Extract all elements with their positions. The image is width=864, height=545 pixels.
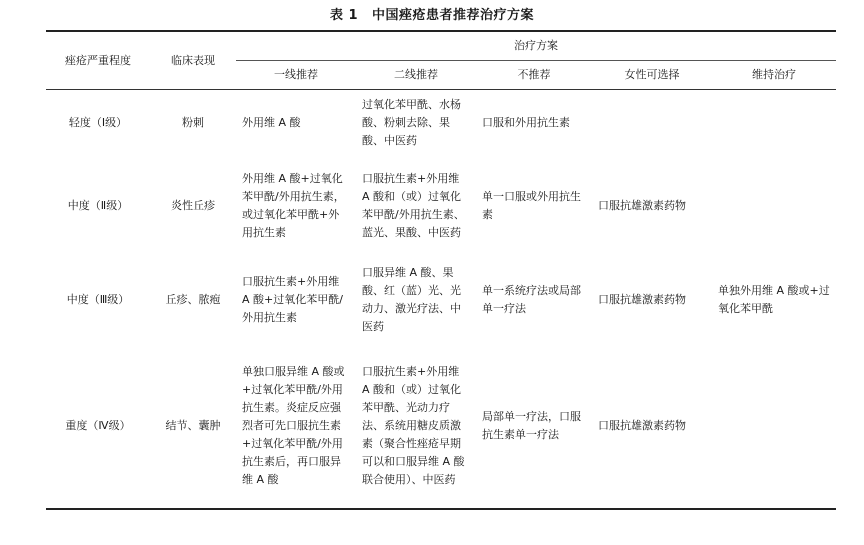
- cell-clinical: 结节、囊肿: [150, 344, 236, 509]
- cell-second-line: 口服抗生素+外用维 A 酸和（或）过氧化苯甲酰/外用抗生素、蓝光、果酸、中医药: [362, 172, 465, 239]
- cell-maintenance: [712, 344, 836, 509]
- table-caption: [0, 4, 864, 23]
- cell-clinical: 粉刺: [182, 116, 204, 129]
- treatment-table-container: [46, 30, 836, 510]
- table-row: [46, 156, 836, 256]
- cell-not-recommended: 单一口服或外用抗生素: [482, 190, 581, 221]
- table-body: [46, 90, 836, 510]
- table-row: [46, 90, 836, 157]
- cell-female-option: 口服抗雄激素药物: [592, 344, 712, 509]
- header-severity: 痤疮严重程度: [46, 31, 150, 90]
- cell-not-recommended: 单一系统疗法或局部单一疗法: [482, 284, 581, 315]
- cell-female-option: 口服抗雄激素药物: [598, 293, 686, 306]
- header-first-line: 一线推荐: [236, 61, 356, 90]
- cell-not-recommended: 口服和外用抗生素: [482, 116, 570, 129]
- cell-maintenance: 单独外用维 A 酸或+过氧化苯甲酰: [718, 284, 830, 315]
- cell-female-option: 口服抗雄激素药物: [598, 199, 686, 212]
- cell-first-line: 口服抗生素+外用维 A 酸+过氧化苯甲酰/外用抗生素: [242, 275, 343, 324]
- cell-maintenance: [712, 156, 836, 256]
- table-row: [46, 344, 836, 509]
- header-plan-group: 治疗方案: [236, 31, 836, 61]
- cell-clinical: 丘疹、脓疱: [165, 293, 221, 306]
- cell-clinical: 炎性丘疹: [171, 199, 215, 212]
- cell-first-line: 单独口服异维 A 酸或+过氧化苯甲酰/外用抗生素。炎症反应强烈者可先口服抗生素+过氧化苯甲酰/外用抗生素后，再口服异维 A 酸: [236, 344, 356, 509]
- cell-second-line: 口服异维 A 酸、果酸、红（蓝）光、光动力、激光疗法、中医药: [362, 266, 461, 333]
- cell-severity: 中度（Ⅱ级）: [67, 199, 129, 212]
- header-clinical: 临床表现: [150, 31, 236, 90]
- cell-severity: 中度（Ⅲ级）: [66, 293, 130, 306]
- cell-female-option: [592, 90, 712, 157]
- header-maintenance: 维持治疗: [712, 61, 836, 90]
- cell-severity: 重度（Ⅳ级）: [46, 344, 150, 509]
- table-title: 中国痤疮患者推荐治疗方案: [372, 8, 535, 23]
- cell-severity: 轻度（Ⅰ级）: [68, 116, 128, 129]
- cell-second-line: 过氧化苯甲酰、水杨酸、粉刺去除、果酸、中医药: [362, 98, 461, 147]
- table-number: 表 1: [329, 8, 359, 23]
- header-female-option: 女性可选择: [592, 61, 712, 90]
- cell-maintenance: [712, 90, 836, 157]
- treatment-table: [46, 30, 836, 510]
- cell-not-recommended: 局部单一疗法，口服抗生素单一疗法: [476, 344, 592, 509]
- cell-first-line: 外用维 A 酸: [242, 116, 301, 129]
- header-second-line: 二线推荐: [356, 61, 476, 90]
- table-row: [46, 256, 836, 344]
- header-not-recommended: 不推荐: [476, 61, 592, 90]
- cell-first-line: 外用维 A 酸+过氧化苯甲酰/外用抗生素，或过氧化苯甲酰+外用抗生素: [242, 172, 345, 239]
- cell-second-line: 口服抗生素+外用维 A 酸和（或）过氧化苯甲酰、光动力疗法、系统用糖皮质激素（聚合性痤疮早期可以和口服异维 A 酸联合使用）、中医药: [356, 344, 476, 509]
- table-header: [46, 31, 836, 90]
